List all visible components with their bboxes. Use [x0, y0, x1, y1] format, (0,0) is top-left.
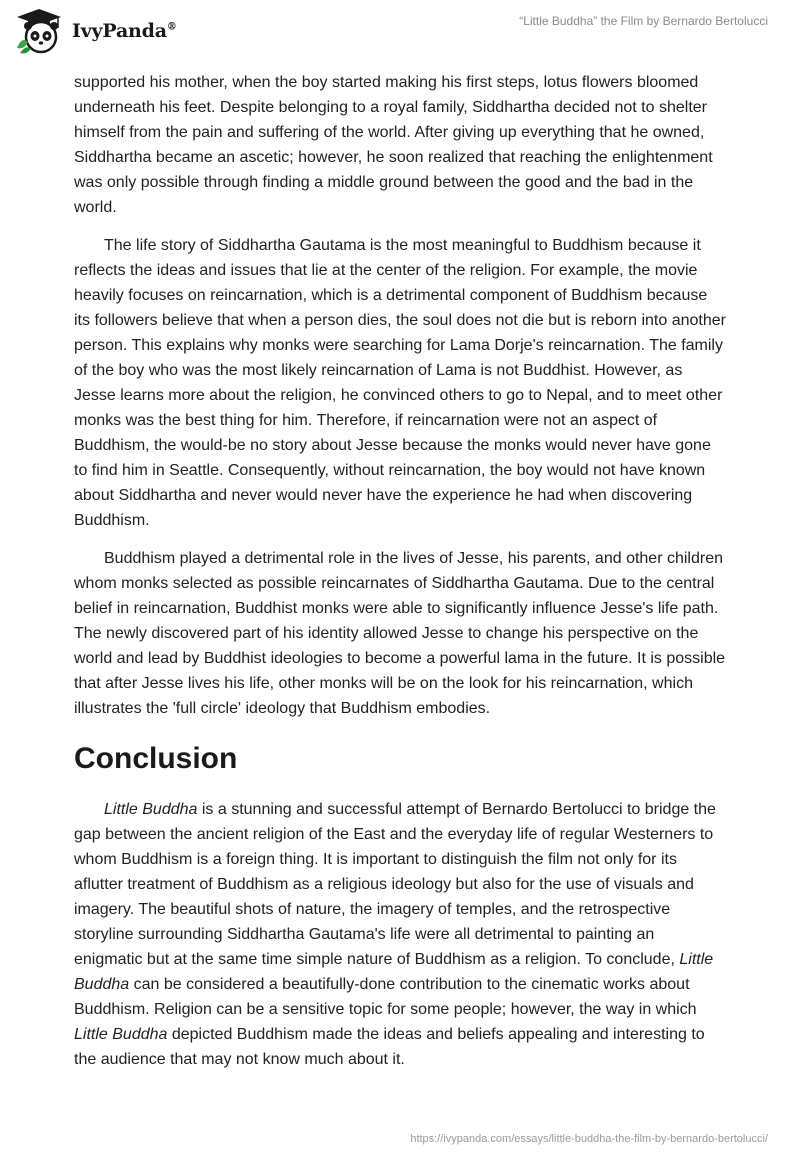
conclusion-text-1: is a stunning and successful attempt of Bernardo Bertolucci to bridge the gap between the ancient religion of the East and the everyday life of regular Westerners to whom Buddhism is a foreign thing. It is important to distinguish the film not only for its aflutter treatment of Buddhism as a religious ideology but also for the use of visuals and imagery. The beautiful shots of nature, the imagery of temples, and the retrospective storyline surrounding Siddhartha Gautama's life were all detrimental to painting an enigmatic but at the same time simple nature of Buddhism as a religion. To conclude, — [74, 801, 716, 968]
registered-mark: ® — [166, 21, 177, 33]
conclusion-text-3: depicted Buddhism made the ideas and beliefs appealing and interesting to the audience that may not know much about it. — [74, 1026, 705, 1068]
paragraph-3: Buddhism played a detrimental role in the lives of Jesse, his parents, and other children whom monks selected as possible reincarnates of Siddhartha Gautama. Due to the central belief in reincarnation, Buddhist monks were able to significantly influence Jesse's life path. The newly discovered part of his identity allowed Jesse to change his perspective on the world and lead by Buddhist ideologies to become a powerful lama in the future. It is possible that after Jesse lives his life, other monks will be on the look for his reincarnation, which illustrates the 'full circle' ideology that Buddhism embodies. — [74, 550, 726, 717]
film-title: Little Buddha — [74, 951, 714, 993]
source-url[interactable]: https://ivypanda.com/essays/little-buddha-the-film-by-bernardo-bertolucci/ — [410, 1133, 768, 1145]
film-title: Little Buddha — [74, 1026, 168, 1043]
paragraph-2: The life story of Siddhartha Gautama is the most meaningful to Buddhism because it reflects the ideas and issues that lie at the center of the religion. For example, the movie heavily focuses on reincarnation, which is a detrimental component of Buddhism because its followers believe that when a person dies, the soul does not die but is reborn into another person. This explains why monks were searching for Lama Dorje's reincarnation. The family of the boy who was the most likely reincarnation of Lama is not Buddhist. However, as Jesse learns more about the religion, he convinced others to go to Nepal, and to meet other monks was the best thing for him. Therefore, if reincarnation were not an aspect of Buddhism, the would-be no story about Jesse because the monks would never have gone to find him in Seattle. Consequently, without reincarnation, the boy would not have known about Siddhartha and never would never have the experience he had when discovering Buddhism. — [74, 237, 726, 529]
page-header — [0, 0, 800, 72]
conclusion-paragraph — [74, 797, 726, 1072]
conclusion-heading: Conclusion — [74, 742, 238, 775]
film-title: Little Buddha — [104, 801, 198, 818]
brand-name — [72, 20, 177, 42]
conclusion-text-2: can be considered a beautifully-done contribution to the cinematic works about Buddhism. Religion can be a sensitive topic for some people; however, the way in which — [74, 976, 697, 1018]
paragraph-1: supported his mother, when the boy started making his first steps, lotus flowers bloomed underneath his feet. Despite belonging to a royal family, Siddhartha decided not to shelter himself from the pain and suffering of the world. After giving up everything that he owned, Siddhartha became an ascetic; however, he soon realized that reaching the enlightenment was only possible through finding a middle ground between the good and the bad in the world. — [74, 74, 713, 216]
document-title: “Little Buddha” the Film by Bernardo Bertolucci — [519, 14, 768, 28]
panda-logo-icon — [14, 8, 64, 54]
essay-content — [74, 70, 726, 1072]
brand-logo[interactable] — [14, 8, 177, 54]
brand-name-text: IvyPanda — [72, 20, 167, 42]
